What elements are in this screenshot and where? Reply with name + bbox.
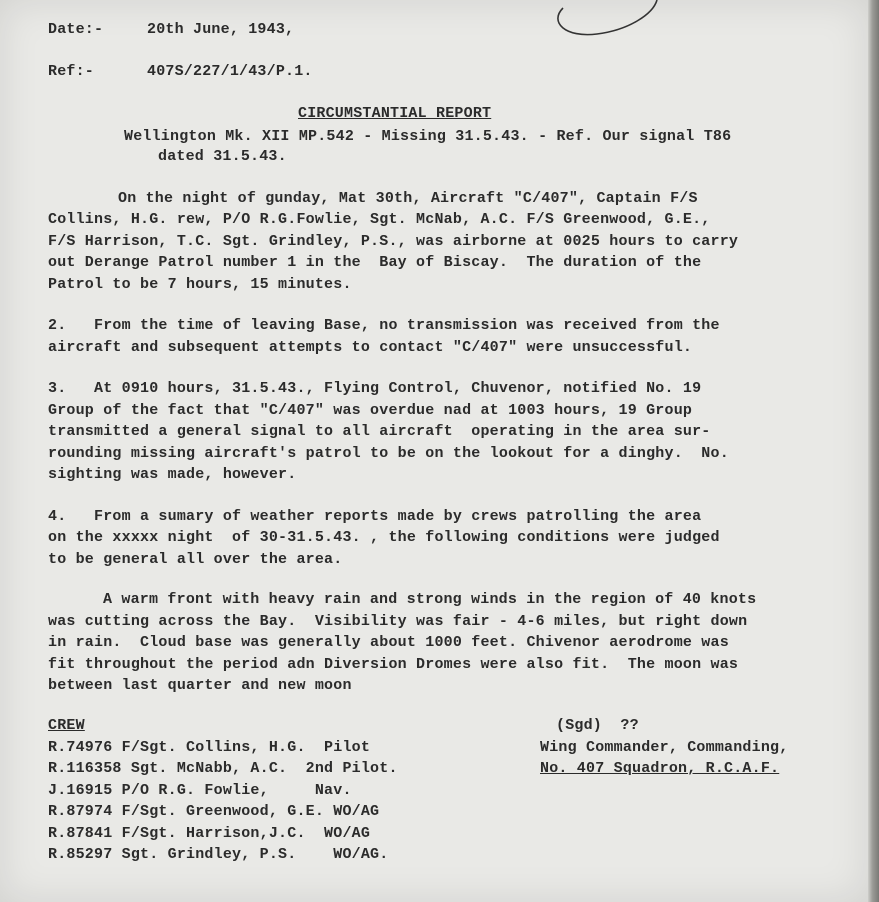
paragraph-line: to be general all over the area. xyxy=(48,551,343,568)
paragraph-line: A warm front with heavy rain and strong winds in the region of 40 knots xyxy=(103,591,757,608)
subject-line: dated 31.5.43. xyxy=(158,148,287,165)
paragraph-line: aircraft and subsequent attempts to contact "C/407" were unsuccessful. xyxy=(48,339,693,356)
paragraph-line: 3. At 0910 hours, 31.5.43., Flying Control, Chuvenor, notified No. 19 xyxy=(48,380,702,397)
subject-line: Wellington Mk. XII MP.542 - Missing 31.5.43. - Ref. Our signal T86 xyxy=(124,128,732,145)
report-title: CIRCUMSTANTIAL REPORT xyxy=(298,105,492,122)
crew-member: R.87974 F/Sgt. Greenwood, G.E. WO/AG xyxy=(48,803,380,820)
page-edge xyxy=(868,0,879,902)
paragraph-line: On the night of gunday, Mat 30th, Aircraft "C/407", Captain F/S xyxy=(118,190,698,207)
paragraph-line: out Derange Patrol number 1 in the Bay of Biscay. The duration of the xyxy=(48,254,702,271)
ref-value: 407S/227/1/43/P.1. xyxy=(147,63,313,80)
crew-member: R.74976 F/Sgt. Collins, H.G. Pilot xyxy=(48,739,371,756)
crew-member: R.87841 F/Sgt. Harrison,J.C. WO/AG xyxy=(48,825,371,842)
paragraph-line: 2. From the time of leaving Base, no transmission was received from the xyxy=(48,317,720,334)
paragraph-line: transmitted a general signal to all aircraft operating in the area sur- xyxy=(48,423,711,440)
pen-scribble-mark xyxy=(545,0,685,44)
paragraph-line: sighting was made, however. xyxy=(48,466,297,483)
paragraph-line: in rain. Cloud base was generally about 1000 feet. Chivenor aerodrome was xyxy=(48,634,729,651)
ref-label: Ref:- xyxy=(48,63,95,80)
paragraph-line: Patrol to be 7 hours, 15 minutes. xyxy=(48,276,352,293)
crew-member: R.116358 Sgt. McNabb, A.C. 2nd Pilot. xyxy=(48,760,398,777)
crew-heading: CREW xyxy=(48,717,85,734)
crew-member: R.85297 Sgt. Grindley, P.S. WO/AG. xyxy=(48,846,389,863)
paragraph-line: between last quarter and new moon xyxy=(48,677,352,694)
squadron-name: No. 407 Squadron, R.C.A.F. xyxy=(540,760,780,777)
paragraph-line: on the xxxxx night of 30-31.5.43. , the following conditions were judged xyxy=(48,529,720,546)
paragraph-line: Collins, H.G. rew, P/O R.G.Fowlie, Sgt. McNab, A.C. F/S Greenwood, G.E., xyxy=(48,211,711,228)
paragraph-line: Group of the fact that "C/407" was overdue nad at 1003 hours, 19 Group xyxy=(48,402,693,419)
paragraph-line: was cutting across the Bay. Visibility was fair - 4-6 miles, but right down xyxy=(48,613,748,630)
paragraph-line: 4. From a sumary of weather reports made by crews patrolling the area xyxy=(48,508,702,525)
date-label: Date:- xyxy=(48,21,104,38)
date-value: 20th June, 1943, xyxy=(147,21,295,38)
crew-member: J.16915 P/O R.G. Fowlie, Nav. xyxy=(48,782,352,799)
signature-line: (Sgd) ?? xyxy=(556,717,639,734)
signature-title: Wing Commander, Commanding, xyxy=(540,739,789,756)
paragraph-line: F/S Harrison, T.C. Sgt. Grindley, P.S., was airborne at 0025 hours to carry xyxy=(48,233,739,250)
paragraph-line: fit throughout the period adn Diversion Dromes were also fit. The moon was xyxy=(48,656,739,673)
paragraph-line: rounding missing aircraft's patrol to be on the lookout for a dinghy. No. xyxy=(48,445,729,462)
